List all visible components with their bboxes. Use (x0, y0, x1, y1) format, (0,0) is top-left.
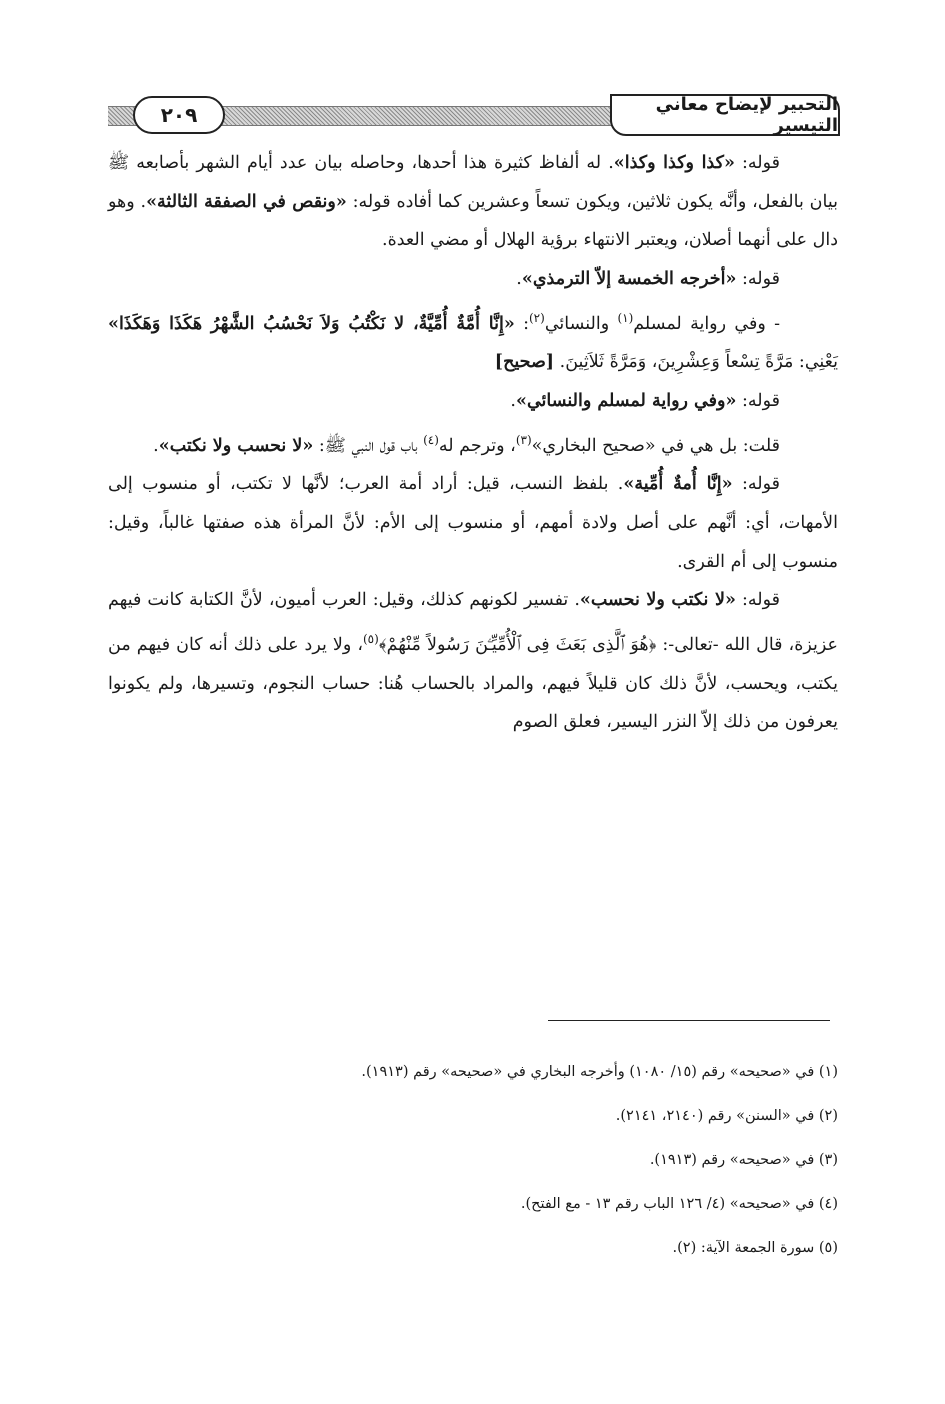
bold-quote: «وفي رواية لمسلم والنسائي» (516, 391, 737, 412)
text-run: ، وترجم له (438, 435, 516, 456)
footnote-2: (٢) في «السنن» رقم (٢١٤٠، ٢١٤١). (615, 1108, 838, 1124)
text-run: باب قول النبي ﷺ: (313, 435, 424, 456)
bold-quote: «كذا وكذا وكذا» (613, 153, 735, 173)
text-run: . بلفظ النسب، قيل: أراد أمة العرب؛ لأنَّها لا تكتب، أو منسوب إلى الأمهات، أي: أنَّهم على أصل ولادة أمهم، أو منسوب إلى الأم: لأنَّ المرأة هذه صفتها غالباً، وقيل: منسوب إلى أم القرى. (108, 474, 838, 572)
text-run: . وهو دال على أنهما أصلان، ويعتبر الانتهاء برؤية الهلال أو مضي العدة. (108, 191, 838, 251)
bold-quote: [صحيح] (494, 352, 555, 373)
book-title: التحبير لإيضاح معاني التيسير (610, 94, 840, 136)
main-text (108, 144, 838, 742)
footnote-4: (٤) في «صحيحه» (٤/ ١٢٦ الباب رقم ١٣ - مع الفتح). (520, 1196, 838, 1212)
bold-quote: «لا نحسب ولا نكتب» (158, 435, 314, 456)
text-run: ، ولا يرد على ذلك أنه كان فيهم من يكتب، ويحسب، لأنَّ ذلك كان قليلاً فيهم، والمراد بالحساب هُنا: حساب النجوم، وتسيرها، ولم يكونوا يعرفون من ذلك إلاّ النزر اليسير، فعلق الصوم (108, 634, 838, 733)
footnote-ref: (٤) (423, 432, 439, 447)
bold-quote: «ونقص في الصفقة الثالثة» (146, 191, 347, 212)
page-number: ٢٠٩ (133, 96, 225, 134)
paragraph-p7 (108, 581, 838, 742)
paragraph-p1 (108, 144, 838, 260)
paragraph-p5 (108, 421, 838, 466)
page-header (108, 92, 840, 138)
text-run: والنسائي (544, 313, 618, 334)
text-run: . (153, 435, 159, 456)
text-run: قوله: (735, 590, 780, 611)
text-run: . (510, 391, 516, 412)
paragraph-p6 (108, 465, 838, 581)
footnote-ref: (٣) (515, 432, 532, 447)
text-run: قوله: (734, 153, 780, 173)
paragraph-p2 (108, 260, 838, 299)
text-run: قوله: (736, 269, 780, 290)
text-run: . له ألفاظ كثيرة هذا أحدها، وحاصله بيان عدد أيام الشهر بأصابعه ﷺ بيان بالفعل، وأنَّه يكون ثلاثين، ويكون تسعاً وعشرين كما أفاده قوله: (108, 153, 838, 212)
footnote-ref: (١) (617, 310, 634, 325)
text-run: . تفسير لكونهم كذلك، وقيل: العرب أميون، لأنَّ الكتابة كانت فيهم عزيزة، قال الله -تعالى-: ﴿هُوَ ٱلَّذِى بَعَثَ فِى ٱلْأُمِّيِّـۧنَ رَسُولاً مِّنْهُمْ﴾ (108, 590, 838, 655)
footnote-ref: (٥) (362, 632, 379, 647)
bold-quote: «أخرجه الخمسة إلاّ الترمذي» (521, 269, 737, 290)
footnote-ref: (٢) (528, 310, 545, 325)
text-run: قلت: بل هي في «صحيح البخاري» (531, 435, 780, 456)
footnote-1: (١) في «صحيحه» رقم (١٥/ ١٠٨٠) وأخرجه البخاري في «صحيحه» رقم (١٩١٣). (361, 1064, 838, 1080)
text-run: قوله: (736, 391, 780, 412)
paragraph-p3 (108, 299, 838, 382)
text-run: : (514, 313, 529, 334)
text-run: يَعْنِي: مَرَّةً تِسْعاً وَعِشْرِينَ، وَمَرَّةً ثَلاَثِينَ. (554, 352, 838, 373)
paragraph-p4 (108, 382, 838, 421)
text-run: - وفي رواية لمسلم (633, 313, 780, 334)
bold-quote: «لا نكتب ولا نحسب» (579, 590, 736, 611)
footnote-separator (548, 1020, 830, 1021)
text-run: . (516, 269, 522, 290)
text-run: قوله: (732, 474, 780, 495)
bold-quote: «إِنَّا أُمَّةٌ أُمِّيَّةٌ، لا نَكْتُبُ وَلاَ نَحْسُبُ الشَّهْرُ هَكَذَا وَهَكَذَا» (108, 313, 515, 334)
footnote-3: (٣) في «صحيحه» رقم (١٩١٣). (649, 1152, 838, 1168)
footnote-5: (٥) سورة الجمعة الآية: (٢). (672, 1240, 838, 1256)
footnotes (108, 1050, 838, 1270)
bold-quote: «إِنَّا أُمةٌ أُمِّية» (623, 474, 733, 495)
